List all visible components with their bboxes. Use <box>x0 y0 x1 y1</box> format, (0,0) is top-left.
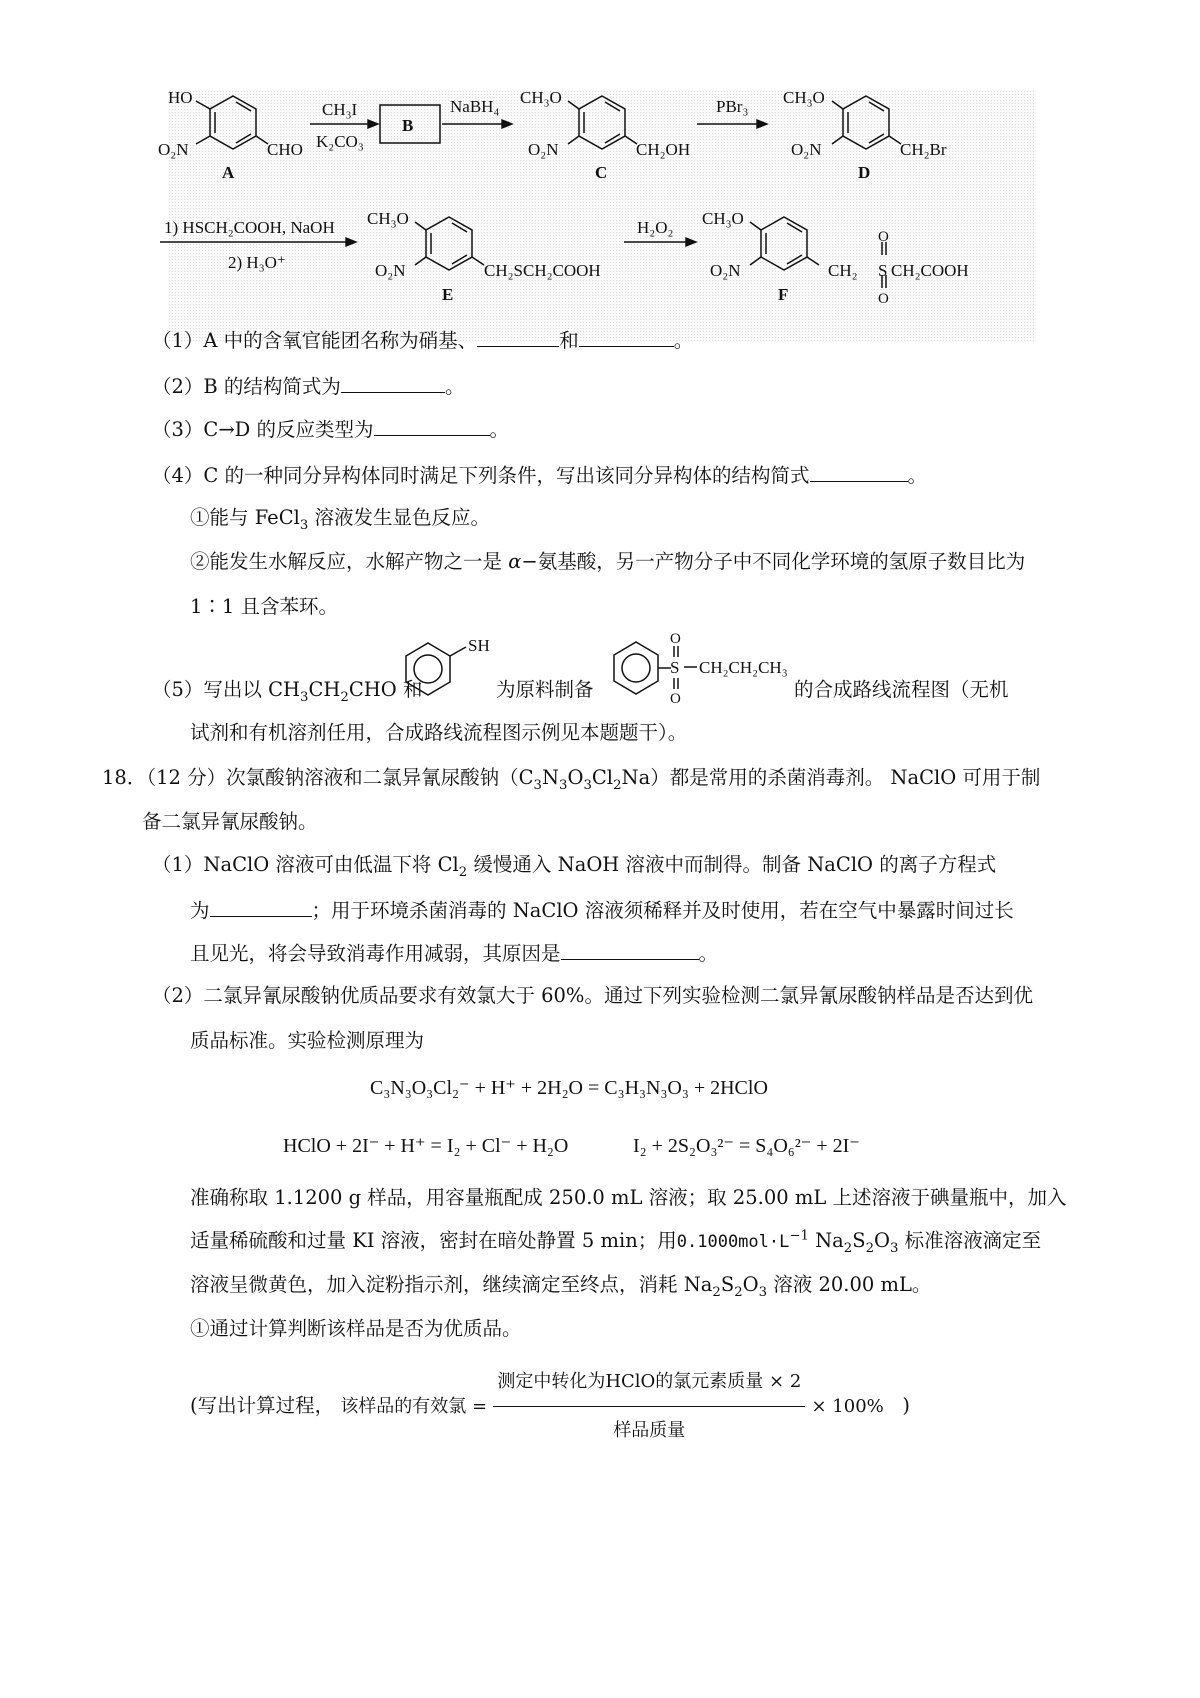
equation-1: C₃N₃O₃Cl₂⁻ + H⁺ + 2H₂O = C₃H₃N₃O₃ + 2HClO <box>370 1077 768 1099</box>
q17-part5-cont: 试剂和有机溶剂任用，合成路线流程图示例见本题题干）。 <box>190 721 688 744</box>
q17-part5: （5）写出以 $CH_3CH_2CHO$ 和 <box>152 678 423 705</box>
compound-f-och3: CH₃O <box>702 209 744 228</box>
q17-condition1: ①能与 FeCl$_3$ 溶液发生显色反应。 <box>190 506 490 533</box>
arrow1-bottom: K₂CO₃ <box>316 132 364 151</box>
thiophenol-sh: SH <box>468 636 490 655</box>
q18-procedure-2: 适量稀硫酸和过量 KI 溶液，密封在暗处静置 5 min；用$0.1000mol\cdot L^{-1}$ $Na_2S_2O_3$ 标准溶液滴定至 <box>190 1228 1042 1256</box>
q18-part1: （1）NaClO 溶液可由低温下将 $Cl_2$ 缓慢通入 NaOH 溶液中而制得。制备 NaClO 的离子方程式 <box>152 853 997 880</box>
compound-c-sub: CH₂OH <box>636 140 691 159</box>
sulfone-o-bottom: O <box>670 691 681 707</box>
compound-d-ring <box>843 96 889 149</box>
q17-part2: （2）B 的结构简式为 。 <box>152 372 464 401</box>
q18-part2: （2）二氯异氰尿酸钠优质品要求有效氯大于 60%。通过下列实验检测二氯异氰尿酸钠样品是否达到优 <box>152 984 1033 1007</box>
equation-2: HClO + 2I⁻ + H⁺ = I₂ + Cl⁻ + H₂O <box>283 1135 569 1157</box>
q17-part5-mid: 为原料制备 <box>496 678 594 701</box>
q17-condition2-cont: 1∶1 且含苯环。 <box>190 595 339 618</box>
arrow2-top: NaBH₄ <box>450 97 500 116</box>
fraction-numerator: 测定中转化为HClO的氯元素质量 × 2 <box>493 1360 805 1407</box>
reaction-scheme <box>0 0 1200 345</box>
answer-blank[interactable] <box>477 326 559 347</box>
compound-e-och3: CH₃O <box>367 209 409 228</box>
compound-d-och3: CH₃O <box>783 88 825 107</box>
compound-c-och3: CH₃O <box>520 88 562 107</box>
arrow5-top: H₂O₂ <box>637 218 674 237</box>
compound-c-ring <box>579 96 625 149</box>
answer-blank[interactable] <box>579 326 674 347</box>
q18-procedure-1: 准确称取 1.1200 g 样品，用容量瓶配成 250.0 mL 溶液；取 25.00 mL 上述溶液于碘量瓶中，加入 <box>190 1186 1067 1209</box>
compound-d-label: D <box>858 163 871 182</box>
answer-blank[interactable] <box>210 896 312 917</box>
compound-f-s: S <box>878 261 888 280</box>
q18-part1-c: 且见光，将会导致消毒作用减弱，其原因是 。 <box>190 939 718 968</box>
sulfone-chain: CH₂CH₂CH₃ <box>699 658 788 677</box>
equation-3: I₂ + 2S₂O₃²⁻ = S₄O₆²⁻ + 2I⁻ <box>633 1135 860 1157</box>
q18-part2-cont: 质品标准。实验检测原理为 <box>190 1029 425 1052</box>
compound-f-ring <box>761 217 807 270</box>
sulfone-s: S <box>670 658 680 677</box>
answer-blank[interactable] <box>374 415 490 436</box>
compound-f-o-bottom: O <box>878 291 889 307</box>
compound-e-sub: CH₂SCH₂COOH <box>484 261 601 280</box>
arrow3-top: PBr₃ <box>716 97 749 116</box>
answer-blank[interactable] <box>561 939 699 960</box>
compound-f-no2: O₂N <box>710 261 741 280</box>
q17-part4: （4）C 的一种同分异构体同时满足下列条件，写出该同分异构体的结构简式 。 <box>152 461 927 490</box>
compound-c-label: C <box>595 163 608 182</box>
effective-chlorine-fraction <box>493 1360 805 1453</box>
sulfone-ring <box>614 642 658 694</box>
q17-part5-end: 的合成路线流程图（无机 <box>794 678 1009 701</box>
compound-a-ring <box>210 96 256 149</box>
answer-blank[interactable] <box>341 372 445 393</box>
answer-blank[interactable] <box>810 461 908 482</box>
compound-e-no2: O₂N <box>375 261 406 280</box>
q18-part1-b: 为 ；用于环境杀菌消毒的 NaClO 溶液须稀释并及时使用，若在空气中暴露时间过长 <box>190 896 1014 925</box>
fraction-denominator: 样品质量 <box>613 1420 686 1441</box>
q18-formula-line: (写出计算过程， 该样品的有效氯 = $\frac{\text{测定中转化为HClO的氯元素质量 × 2}}{\text{样品质量}}$ × 100% ) <box>190 1360 910 1453</box>
compound-e-label: E <box>442 285 454 304</box>
q18-procedure-3: 溶液呈微黄色，加入淀粉指示剂，继续滴定至终点，消耗 $Na_2S_2O_3$ 溶液 20.00 mL。 <box>190 1273 932 1300</box>
compound-f-left: CH₂ <box>828 261 858 280</box>
compound-b-label: B <box>402 116 414 135</box>
arrow1-top: CH₃I <box>322 100 358 119</box>
compound-c-no2: O₂N <box>528 140 559 159</box>
arrow4-bottom: 2) H₃O⁺ <box>228 253 286 272</box>
q18-head: 18．（12 分）次氯酸钠溶液和二氯异氰尿酸钠$(C_3N_3O_3Cl_2Na)$都是常用的杀菌消毒剂。 NaClO 可用于制 <box>102 766 1041 793</box>
compound-a-cho: CHO <box>267 140 303 159</box>
q17-part1: （1）A 中的含氧官能团名称为硝基、 和 。 <box>152 326 693 355</box>
q18-part2-sub1: ①通过计算判断该样品是否为优质品。 <box>190 1317 522 1340</box>
compound-f-right: CH₂COOH <box>891 261 969 280</box>
compound-e-ring <box>426 217 472 270</box>
q18-head-cont: 备二氯异氰尿酸钠。 <box>142 810 318 833</box>
compound-a-oh: HO <box>168 88 193 107</box>
compound-a-label: A <box>222 163 235 182</box>
q17-condition2: ②能发生水解反应，水解产物之一是 α−氨基酸，另一产物分子中不同化学环境的氢原子数目比为 <box>190 550 1026 573</box>
compound-d-sub: CH₂Br <box>900 140 947 159</box>
arrow4-top: 1) HSCH₂COOH, NaOH <box>164 218 335 237</box>
sulfone-o-top: O <box>670 631 681 647</box>
compound-f-label: F <box>778 285 789 304</box>
compound-d-no2: O₂N <box>791 140 822 159</box>
compound-a-no2: O₂N <box>158 140 189 159</box>
q17-part3: （3）C→D 的反应类型为 。 <box>152 415 509 444</box>
compound-f-o-top: O <box>878 229 889 245</box>
